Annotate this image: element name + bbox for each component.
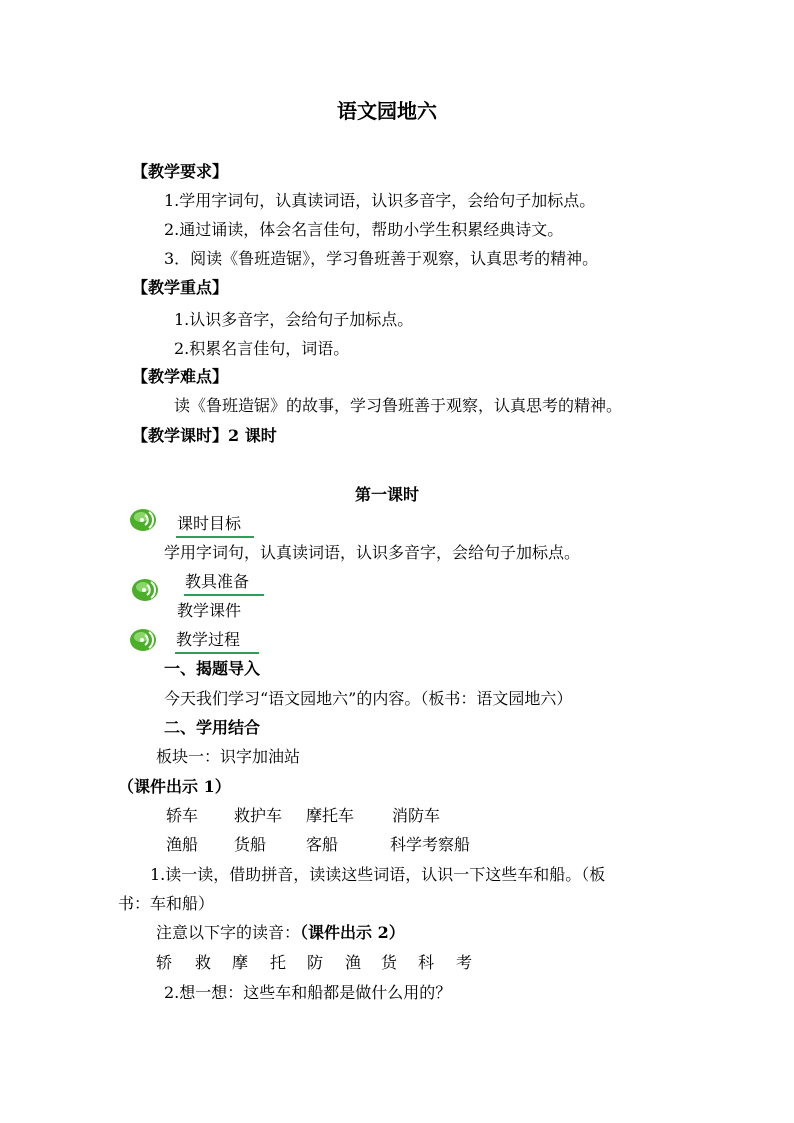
page-title: 语文园地六 (337, 99, 437, 123)
step1-text: 今天我们学习“语文园地六”的内容。（板书：语文园地六） (164, 689, 573, 708)
char-item: 救 (195, 953, 212, 972)
char-item: 防 (307, 953, 324, 972)
req-item: 3．阅读《鲁班造锯》，学习鲁班善于观察，认真思考的精神。 (164, 249, 599, 268)
hours-line (132, 426, 277, 446)
char-item: 科 (418, 953, 435, 972)
goal-heading: 课时目标 (177, 514, 242, 533)
tools-heading: 教具准备 (185, 572, 250, 591)
diff-text: 读《鲁班造锯》的故事，学习鲁班善于观察，认真思考的精神。 (174, 396, 623, 415)
req-item: 1.学用字词句，认真读词语，认识多音字，会给句子加标点。 (164, 191, 596, 210)
char-item: 渔 (345, 953, 362, 972)
tools-text: 教学课件 (177, 601, 242, 620)
courseware-label: （课件出示 2） (300, 923, 405, 942)
note-line (156, 923, 405, 943)
char-item: 考 (456, 953, 473, 972)
key-item: 2.积累名言佳句，词语。 (174, 339, 350, 358)
word-item: 货船 (234, 835, 267, 854)
hours-label: 【教学课时】 (132, 426, 229, 445)
heading-underline (176, 536, 254, 538)
step1-heading: 一、揭题导入 (164, 659, 261, 678)
char-item: 货 (381, 953, 398, 972)
word-item: 渔船 (166, 835, 199, 854)
word-item: 救护车 (234, 806, 283, 825)
word-item: 轿车 (166, 806, 199, 825)
leaf-sound-icon (128, 624, 162, 654)
goal-text: 学用字词句，认真读词语，认识多音字，会给句子加标点。 (164, 543, 581, 562)
courseware-label: （课件出示 1） (118, 777, 231, 796)
req-heading: 【教学要求】 (132, 162, 229, 181)
read-text-cont: 书：车和船） (118, 894, 215, 913)
read-text: 1.读一读，借助拼音，读读这些词语，认识一下这些车和船。（板 (150, 865, 606, 884)
heading-underline (184, 594, 264, 596)
char-item: 摩 (232, 953, 249, 972)
word-item: 摩托车 (306, 806, 355, 825)
word-item: 消防车 (392, 806, 441, 825)
leaf-sound-icon (128, 504, 162, 534)
char-item: 托 (270, 953, 287, 972)
req-item: 2.通过诵读，体会名言佳句，帮助小学生积累经典诗文。 (164, 220, 564, 239)
diff-heading: 【教学难点】 (132, 367, 229, 386)
word-item: 科学考察船 (390, 835, 471, 854)
heading-underline (175, 652, 259, 654)
block1-text: 板块一：识字加油站 (156, 747, 301, 766)
note-text: 注意以下字的读音： (156, 923, 301, 942)
think-text: 2.想一想：这些车和船都是做什么用的？ (164, 983, 452, 1002)
word-item: 客船 (306, 835, 339, 854)
leaf-sound-icon (130, 574, 164, 604)
lesson-title: 第一课时 (355, 485, 420, 504)
key-item: 1.认识多音字，会给句子加标点。 (174, 310, 414, 329)
step2-heading: 二、学用结合 (164, 718, 261, 737)
process-heading: 教学过程 (176, 630, 241, 649)
key-heading: 【教学重点】 (132, 278, 229, 297)
hours-value: 2 课时 (228, 426, 277, 445)
char-item: 轿 (156, 953, 173, 972)
